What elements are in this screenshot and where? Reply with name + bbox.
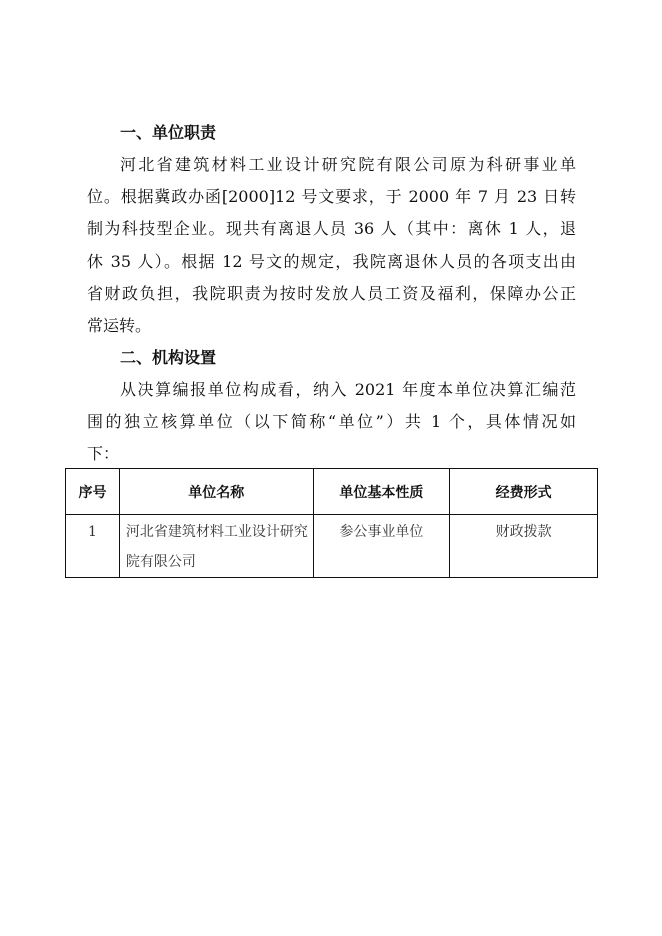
cell-name: 河北省建筑材料工业设计研究院有限公司 bbox=[119, 515, 313, 578]
section2-heading: 二、机构设置 bbox=[120, 348, 217, 367]
paragraph-line: 从决算编报单位构成看，纳入 2021 年度本单位决算汇编范 bbox=[120, 380, 576, 399]
paragraph-line: 河北省建筑材料工业设计研究院有限公司原为科研事业单 bbox=[120, 155, 576, 174]
header-funding: 经费形式 bbox=[450, 469, 598, 515]
paragraph-line: 围的独立核算单位（以下简称“单位”）共 1 个，具体情况如 bbox=[87, 412, 576, 431]
unit-table bbox=[65, 468, 598, 578]
cell-no: 1 bbox=[66, 515, 120, 578]
header-name: 单位名称 bbox=[119, 469, 313, 515]
header-nature: 单位基本性质 bbox=[313, 469, 450, 515]
table-header-row bbox=[66, 469, 598, 515]
cell-funding: 财政拨款 bbox=[450, 515, 598, 578]
paragraph-line: 休 35 人）。根据 12 号文的规定，我院离退休人员的各项支出由 bbox=[87, 252, 576, 271]
table-row bbox=[66, 515, 598, 578]
section1-heading: 一、单位职责 bbox=[120, 123, 217, 142]
paragraph-line: 位。根据冀政办函[2000]12 号文要求，于 2000 年 7 月 23 日转 bbox=[87, 187, 576, 206]
paragraph-line: 下： bbox=[87, 444, 120, 463]
paragraph-line: 制为科技型企业。现共有离退人员 36 人（其中：离休 1 人，退 bbox=[87, 219, 576, 238]
cell-nature: 参公事业单位 bbox=[313, 515, 450, 578]
paragraph-line: 省财政负担，我院职责为按时发放人员工资及福利，保障办公正 bbox=[87, 284, 576, 303]
paragraph-line: 常运转。 bbox=[87, 316, 152, 335]
header-no: 序号 bbox=[66, 469, 120, 515]
